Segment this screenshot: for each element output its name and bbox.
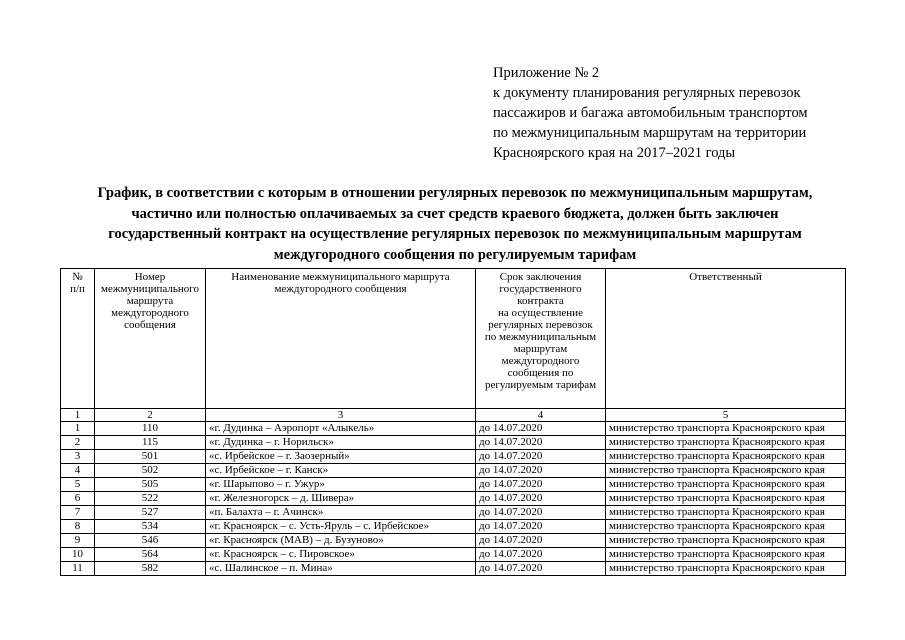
route-name: «г. Железногорск – д. Шивера» <box>206 492 476 506</box>
contract-deadline: до 14.07.2020 <box>476 436 606 450</box>
column-numbers-row <box>61 409 846 422</box>
header-line: Ответственный <box>689 271 762 283</box>
route-name: «г. Красноярск – с. Усть-Яруль – с. Ирбейское» <box>206 520 476 534</box>
route-number: 501 <box>95 450 206 464</box>
route-number: 115 <box>95 436 206 450</box>
header-line: междугородного <box>501 355 580 367</box>
row-index: 11 <box>61 562 95 576</box>
row-index: 4 <box>61 464 95 478</box>
header-row <box>61 269 846 409</box>
header-line: контракта <box>517 295 564 307</box>
responsible: министерство транспорта Красноярского края <box>606 506 846 520</box>
row-index: 6 <box>61 492 95 506</box>
title-line: междугородного сообщения по регулируемым тарифам <box>273 246 637 263</box>
row-index: 1 <box>61 422 95 436</box>
title-line: частично или полностью оплачиваемых за счет средств краевого бюджета, должен быть заключен <box>131 205 779 222</box>
contract-deadline: до 14.07.2020 <box>476 422 606 436</box>
header-line: сообщения <box>124 319 176 331</box>
table-row <box>61 422 846 436</box>
table-row <box>61 534 846 548</box>
responsible: министерство транспорта Красноярского края <box>606 520 846 534</box>
header-line: Срок заключения <box>499 271 582 283</box>
route-number: 546 <box>95 534 206 548</box>
schedule-table <box>60 268 846 576</box>
appendix-line: пассажиров и багажа автомобильным транспортом <box>493 105 808 121</box>
header-contract-deadline <box>476 269 606 409</box>
contract-deadline: до 14.07.2020 <box>476 506 606 520</box>
header-line: сообщения по <box>507 367 574 379</box>
contract-deadline: до 14.07.2020 <box>476 562 606 576</box>
responsible: министерство транспорта Красноярского края <box>606 548 846 562</box>
column-number: 2 <box>95 409 206 422</box>
appendix-line: Красноярского края на 2017–2021 годы <box>493 145 736 161</box>
route-name: «г. Красноярск – с. Пировское» <box>206 548 476 562</box>
contract-deadline: до 14.07.2020 <box>476 492 606 506</box>
header-line: по межмуниципальным <box>484 331 597 343</box>
route-name: «с. Ирбейское – г. Канск» <box>206 464 476 478</box>
responsible: министерство транспорта Красноярского края <box>606 464 846 478</box>
contract-deadline: до 14.07.2020 <box>476 548 606 562</box>
route-name: «с. Ирбейское – г. Заозерный» <box>206 450 476 464</box>
header-line: на осуществление <box>498 307 583 319</box>
column-number: 5 <box>606 409 846 422</box>
column-number: 1 <box>61 409 95 422</box>
table-row <box>61 548 846 562</box>
header-line: маршрутам <box>513 343 568 355</box>
route-name: «с. Шалинское – п. Мина» <box>206 562 476 576</box>
route-number: 534 <box>95 520 206 534</box>
row-index: 8 <box>61 520 95 534</box>
responsible: министерство транспорта Красноярского края <box>606 562 846 576</box>
table-row <box>61 436 846 450</box>
row-index: 5 <box>61 478 95 492</box>
header-line: междугородного сообщения <box>274 283 407 295</box>
appendix-line: к документу планирования регулярных перевозок <box>493 85 801 101</box>
contract-deadline: до 14.07.2020 <box>476 520 606 534</box>
route-name: «г. Красноярск (МАВ) – д. Бузуново» <box>206 534 476 548</box>
responsible: министерство транспорта Красноярского края <box>606 534 846 548</box>
column-number: 4 <box>476 409 606 422</box>
table-row <box>61 478 846 492</box>
header-line: государственного <box>499 283 582 295</box>
route-number: 110 <box>95 422 206 436</box>
header-route-number <box>95 269 206 409</box>
contract-deadline: до 14.07.2020 <box>476 534 606 548</box>
appendix-block <box>493 63 808 163</box>
route-number: 502 <box>95 464 206 478</box>
responsible: министерство транспорта Красноярского края <box>606 450 846 464</box>
row-index: 7 <box>61 506 95 520</box>
column-number: 3 <box>206 409 476 422</box>
table-row <box>61 450 846 464</box>
header-line: регулярных перевозок <box>488 319 593 331</box>
table-row <box>61 464 846 478</box>
route-name: «г. Шарыпово – г. Ужур» <box>206 478 476 492</box>
contract-deadline: до 14.07.2020 <box>476 478 606 492</box>
route-name: «г. Дудинка – Аэропорт «Алыкель» <box>206 422 476 436</box>
responsible: министерство транспорта Красноярского края <box>606 436 846 450</box>
header-route-name <box>206 269 476 409</box>
header-line: п/п <box>70 283 85 295</box>
header-index <box>61 269 95 409</box>
row-index: 10 <box>61 548 95 562</box>
table-row <box>61 520 846 534</box>
row-index: 2 <box>61 436 95 450</box>
row-index: 9 <box>61 534 95 548</box>
route-number: 564 <box>95 548 206 562</box>
responsible: министерство транспорта Красноярского края <box>606 478 846 492</box>
responsible: министерство транспорта Красноярского края <box>606 492 846 506</box>
route-number: 522 <box>95 492 206 506</box>
table-row <box>61 492 846 506</box>
header-line: межмуниципального <box>101 283 199 295</box>
row-index: 3 <box>61 450 95 464</box>
contract-deadline: до 14.07.2020 <box>476 450 606 464</box>
table-row <box>61 506 846 520</box>
appendix-line: по межмуниципальным маршрутам на территории <box>493 125 807 141</box>
route-name: «п. Балахта – г. Ачинск» <box>206 506 476 520</box>
header-line: маршрута <box>126 295 174 307</box>
contract-deadline: до 14.07.2020 <box>476 464 606 478</box>
route-number: 527 <box>95 506 206 520</box>
document-title <box>60 183 850 265</box>
table-row <box>61 562 846 576</box>
route-number: 505 <box>95 478 206 492</box>
header-line: Наименование межмуниципального маршрута <box>231 271 450 283</box>
title-line: государственный контракт на осуществление регулярных перевозок по межмуниципальным маршрутам <box>108 226 802 242</box>
header-line: регулируемым тарифам <box>484 379 597 391</box>
appendix-line: Приложение № 2 <box>493 65 600 81</box>
route-name: «г. Дудинка – г. Норильск» <box>206 436 476 450</box>
header-line: № <box>72 271 83 283</box>
header-line: Номер <box>134 271 166 283</box>
responsible: министерство транспорта Красноярского края <box>606 422 846 436</box>
title-line: График, в соответствии с которым в отношении регулярных перевозок по межмуниципальным маршрутам, <box>97 185 813 201</box>
header-responsible <box>606 269 846 409</box>
route-number: 582 <box>95 562 206 576</box>
header-line: междугородного <box>111 307 189 319</box>
